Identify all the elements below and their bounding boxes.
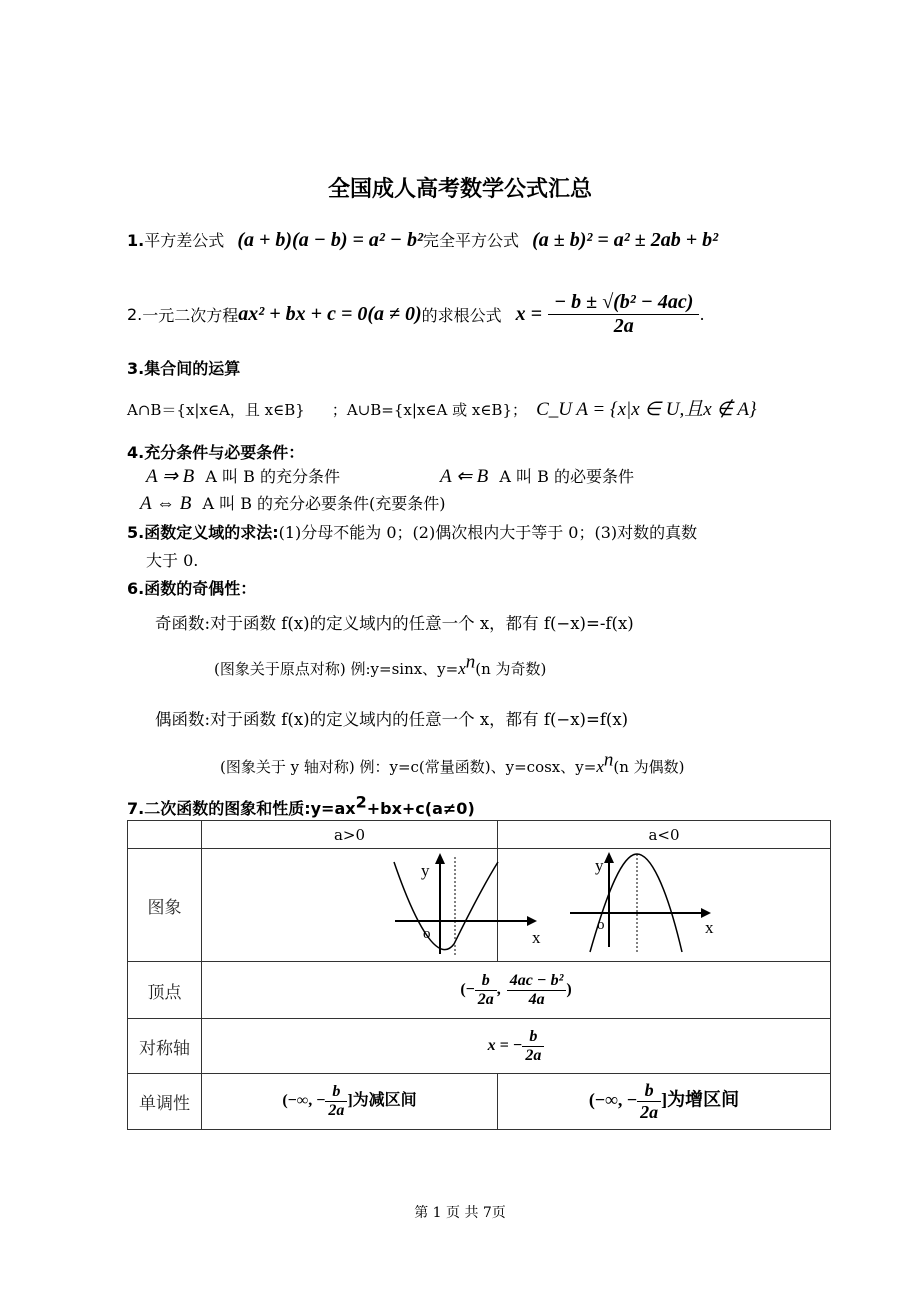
section-7-heading-text: 7.二次函数的图象和性质:y=ax	[127, 799, 356, 818]
even-function-note	[220, 749, 685, 777]
section-1-number: 1.	[127, 231, 145, 250]
sufficient-condition	[146, 464, 340, 488]
mono-neg-tail: ]为增区间	[661, 1089, 740, 1110]
axis-numerator: b	[522, 1028, 544, 1047]
even-function-definition: 偶函数:对于函数 f(x)的定义域内的任意一个 x，都有 f(−x)=f(x)	[155, 710, 629, 729]
even-note-tail: (n 为偶数)	[613, 758, 685, 776]
section-1-label-2: 完全平方公式	[423, 231, 520, 250]
perfect-square-formula: (a ± b)² = a² ± 2ab + b²	[532, 229, 719, 251]
complement-formula: C_U A = {x|x ∈ U,且x ∉ A}	[536, 399, 757, 420]
vertex-x-fraction	[475, 972, 497, 1009]
mono-neg-open: (−∞, −	[588, 1089, 638, 1110]
parabola-up-graph	[202, 849, 541, 957]
odd-note-text: (图象关于原点对称) 例:y=sinx、y=	[214, 660, 459, 678]
section-5-text-cont: 大于 0.	[146, 551, 199, 570]
mono-neg-numerator: b	[637, 1080, 661, 1102]
parabola-down-graph	[498, 849, 830, 957]
root-formula-fraction	[548, 291, 699, 338]
table-row-axis	[128, 1019, 831, 1074]
row-label-vertex: 顶点	[128, 962, 202, 1019]
header-a-positive: a>0	[202, 821, 498, 849]
even-note-x: x	[596, 757, 604, 776]
section-2-label: 一元二次方程	[142, 305, 239, 325]
axis-lhs: x = −	[487, 1036, 523, 1054]
mono-pos-fraction	[325, 1083, 347, 1120]
odd-note-exponent: n	[465, 651, 476, 673]
table-row-vertex	[128, 962, 831, 1019]
section-1-label: 平方差公式	[144, 231, 225, 250]
set-operations	[127, 394, 757, 421]
parabola-up-curve-line	[394, 862, 498, 950]
vertex-open: (−	[460, 980, 475, 998]
intersection-formula: A∩B＝{x|x∈A，且 x∈B}	[127, 401, 305, 419]
vertex-formula	[202, 962, 831, 1019]
section-5	[127, 520, 697, 543]
root-formula-numerator: − b ± √(b² − 4ac)	[548, 291, 699, 315]
even-note-exponent: n	[603, 749, 614, 771]
section-7-heading-tail: +bx+c(a≠0)	[366, 799, 475, 818]
section-2	[127, 284, 705, 344]
monotonicity-a-negative	[498, 1074, 831, 1130]
section-1	[127, 228, 718, 252]
graph-a-positive-cell	[202, 849, 541, 962]
mono-neg-denominator: 2a	[640, 1102, 659, 1122]
quadratic-properties-table	[127, 820, 831, 1130]
mono-neg-fraction	[637, 1080, 661, 1123]
header-a-negative: a<0	[498, 821, 831, 849]
monotonicity-a-positive	[202, 1074, 498, 1130]
odd-note-x: x	[458, 659, 466, 678]
union-formula: ；A∪B={x|x∈A 或 x∈B}；	[331, 401, 527, 419]
table-row-monotonicity	[128, 1074, 831, 1130]
y-axis-label: y	[421, 861, 430, 880]
necessary-sufficient-condition	[140, 491, 446, 515]
necessary-symbol: A ⇐ B	[440, 466, 489, 487]
root-formula-denominator: 2a	[613, 314, 634, 337]
graph-a-negative-cell	[498, 849, 831, 962]
row-label-monotonicity: 单调性	[128, 1074, 202, 1130]
y-axis-arrow-icon	[435, 853, 445, 864]
root-formula-period: .	[699, 304, 705, 324]
row-label-axis: 对称轴	[128, 1019, 202, 1074]
iff-symbol: A ⇔ B	[140, 493, 192, 514]
y-axis-arrow-icon	[604, 852, 614, 863]
page-footer: 第 1 页 共 7页	[414, 1205, 506, 1221]
odd-function-note	[214, 651, 547, 679]
odd-note-tail: (n 为奇数)	[475, 660, 547, 678]
section-2-label-2: 的求根公式	[421, 305, 502, 325]
iff-text: A 叫 B 的充分必要条件(充要条件)	[202, 494, 446, 513]
vertex-comma: ,	[496, 980, 501, 998]
mono-pos-open: (−∞, −	[282, 1092, 326, 1110]
root-formula-lhs: x =	[515, 302, 543, 325]
section-5-text: (1)分母不能为 0；(2)偶次根内大于等于 0；(3)对数的真数	[278, 523, 698, 542]
mono-pos-tail: ]为减区间	[347, 1092, 417, 1110]
vertex-x-denominator: 2a	[477, 990, 494, 1008]
difference-of-squares-formula: (a + b)(a − b) = a² − b²	[237, 229, 423, 251]
vertex-x-numerator: b	[475, 972, 497, 991]
axis-denominator: 2a	[525, 1046, 542, 1064]
quadratic-equation: ax² + bx + c = 0(a ≠ 0)	[238, 302, 422, 325]
section-2-number: 2.	[127, 304, 143, 324]
x-axis-label: x	[705, 918, 714, 937]
vertex-y-numerator: 4ac − b²	[507, 972, 567, 991]
row-label-graph: 图象	[128, 849, 202, 962]
even-note-text: (图象关于 y 轴对称) 例：y=c(常量函数)、y=cosx、y=	[220, 758, 597, 776]
section-7-heading-exponent: 2	[355, 792, 367, 812]
x-axis-arrow-icon	[701, 908, 711, 918]
symmetry-axis-formula	[202, 1019, 831, 1074]
sufficient-text: A 叫 B 的充分条件	[205, 467, 340, 486]
vertex-y-denominator: 4a	[528, 990, 545, 1008]
vertex-y-fraction	[507, 972, 567, 1009]
origin-label: o	[597, 917, 605, 933]
axis-fraction	[522, 1028, 544, 1065]
table-row-graph	[128, 849, 831, 962]
parabola-down-curve	[590, 854, 682, 952]
header-empty-cell	[128, 821, 202, 849]
necessary-condition	[440, 464, 634, 488]
origin-label: o	[423, 926, 431, 942]
section-4-heading: 4.充分条件与必要条件：	[127, 443, 305, 462]
necessary-text: A 叫 B 的必要条件	[499, 467, 634, 486]
sufficient-symbol: A ⇒ B	[146, 466, 195, 487]
mono-pos-denominator: 2a	[328, 1102, 345, 1119]
section-7-heading	[127, 792, 475, 819]
odd-function-definition: 奇函数:对于函数 f(x)的定义域内的任意一个 x，都有 f(−x)=-f(x)	[155, 614, 634, 633]
x-axis-label: x	[532, 928, 541, 947]
vertex-close: )	[566, 980, 572, 998]
section-3-heading: 3.集合间的运算	[127, 359, 241, 378]
section-6-heading: 6.函数的奇偶性：	[127, 579, 257, 598]
table-header-row	[128, 821, 831, 849]
page-title: 全国成人高考数学公式汇总	[327, 177, 592, 202]
mono-pos-numerator: b	[325, 1083, 347, 1102]
section-5-heading: 5.函数定义域的求法:	[127, 523, 279, 542]
y-axis-label: y	[595, 856, 604, 875]
